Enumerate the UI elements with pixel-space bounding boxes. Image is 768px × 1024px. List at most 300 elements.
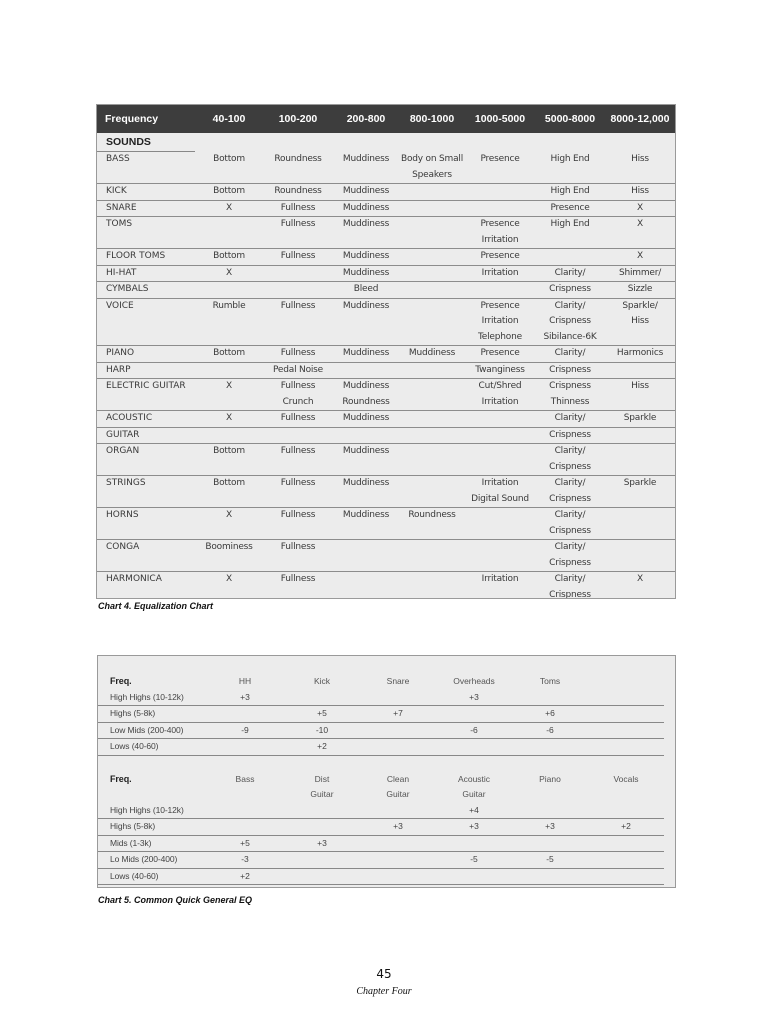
table-row [97,492,675,508]
table-cell [465,540,535,556]
table-cell: X [226,574,232,584]
table-row [97,314,675,330]
table-cell: +6 [512,706,588,723]
table-cell [465,508,535,524]
table-cell [333,556,399,572]
table-cell: Sparkle [623,478,657,488]
row-label: Highs (5-8k) [98,819,206,836]
table-row [97,572,675,588]
table-cell [333,572,399,588]
table-row [97,379,675,395]
row-label: Highs (5-8k) [98,706,206,723]
header-cell: 5000-8000 [535,105,605,133]
sound-name: BASS [106,154,130,164]
table-cell [333,588,399,600]
table-cell: Shimmer/ [605,265,675,282]
table-cell: +5 [206,835,284,852]
header-cell: 100-200 [263,105,333,133]
table-cell [465,524,535,540]
table-cell [588,852,664,869]
sound-name [97,233,195,249]
table-cell: High End [535,184,605,201]
table-cell [605,540,675,556]
table-cell: Muddiness [333,200,399,217]
table-row [97,476,675,492]
table-cell: Overheads [453,676,495,686]
table-cell: X [637,219,643,229]
table-row [97,395,675,411]
table-cell [588,674,664,690]
table-cell [605,427,675,444]
table-cell [465,444,535,460]
table-cell [465,411,535,428]
table-cell: Bottom [213,446,245,456]
table-cell [284,803,360,819]
sound-name: ORGAN [106,446,140,456]
table-cell: Bottom [213,478,245,488]
table-cell [465,184,535,201]
table-cell: Thinness [535,395,605,411]
table-cell [605,588,675,600]
table-cell [195,362,263,379]
header-row [98,674,675,690]
row-label: Lows (40-60) [98,739,206,756]
table-cell: Hiss [631,316,649,326]
table-cell: X [195,411,263,428]
table-cell: Digital Sound [465,492,535,508]
table-cell: X [226,381,232,391]
table-cell: Acoustic [457,773,491,784]
table-row [97,427,675,444]
table-cell: Clean [386,773,410,784]
table-cell [263,427,333,444]
quick-eq-table [98,674,675,885]
table-cell [195,314,263,330]
table-cell [605,395,675,411]
table-cell: Crispness [535,556,605,572]
table-cell: Muddiness [342,300,390,311]
sound-name: FLOOR TOMS [97,249,195,266]
table-cell: Body on Small [400,153,464,164]
table-row [98,852,675,869]
table-cell [605,168,675,184]
table-cell [360,739,436,756]
table-cell: Clarity/ [535,411,605,428]
table-cell: Rumble [212,300,246,311]
table-cell [263,588,333,600]
table-cell [263,133,333,152]
table-cell [588,739,664,756]
table-cell [263,556,333,572]
table-cell: Fullness [263,411,333,428]
table-edge [664,690,675,706]
table-cell [333,492,399,508]
table-cell [195,556,263,572]
table-cell [605,362,675,379]
table-row [97,233,675,249]
table-cell [333,362,399,379]
table-cell [333,314,399,330]
table-cell [436,706,512,723]
table-cell: Bleed [333,282,399,299]
table-cell [263,168,333,184]
table-cell: Irritation [481,574,519,584]
table-cell: Roundness [408,510,456,520]
header-row [97,105,675,133]
chart4-caption: Chart 4. Equalization Chart [98,601,214,611]
table-cell: Muddiness [342,478,390,488]
table-row [97,540,675,556]
table-cell: X [226,510,232,520]
table-cell: Crispness [535,492,605,508]
table-cell [588,690,664,706]
table-row [97,588,675,600]
table-cell: Crunch [263,395,333,411]
table-cell: Vocals [613,773,639,784]
table-cell: Cut/Shred [478,381,522,391]
table-cell [284,690,360,706]
table-cell [333,168,399,184]
table-cell: Roundness [263,184,333,201]
table-cell: +3 [436,819,512,836]
table-row [98,803,675,819]
table-cell [399,492,465,508]
table-cell [333,540,399,556]
table-cell [206,706,284,723]
table-cell [605,444,675,460]
table-cell [399,572,465,588]
table-cell: Roundness [274,153,322,164]
table-cell [399,298,465,314]
spacer-row [98,755,675,772]
table-cell [206,819,284,836]
table-cell [588,835,664,852]
table-cell: +7 [360,706,436,723]
table-row [97,346,675,363]
header-cell: 40-100 [195,105,263,133]
table-cell: Pedal Noise [263,362,333,379]
table-row [97,508,675,524]
table-cell: Crispness [535,282,605,299]
table-cell: Guitar [310,789,334,799]
table-cell: -6 [512,722,588,739]
table-cell: Irritation [465,265,535,282]
table-cell: Snare [386,676,410,686]
table-cell: Sparkle [605,411,675,428]
table-cell: Toms [539,676,561,686]
table-cell: Muddiness [333,249,399,266]
sounds-row [97,133,675,152]
row-label: Lows (40-60) [98,868,206,885]
table-cell [588,787,664,803]
table-edge [664,868,675,885]
row-label: High Highs (10-12k) [98,690,206,706]
table-cell [535,233,605,249]
sound-name: HI-HAT [97,265,195,282]
table-cell [605,233,675,249]
table-cell [588,803,664,819]
table-cell [333,233,399,249]
table-cell [399,330,465,346]
table-cell [535,168,605,184]
sound-name: CONGA [106,542,140,552]
table-cell: +3 [512,819,588,836]
table-cell: X [195,265,263,282]
table-cell: Speakers [399,168,465,184]
table-cell: HH [238,676,252,686]
table-cell [360,835,436,852]
sound-name [97,168,195,184]
table-cell: Crispness [549,381,591,391]
table-cell: Harmonics [605,346,675,363]
spacer-cell [98,755,675,772]
table-cell [512,868,588,885]
table-cell [195,395,263,411]
table-cell: Boominess [205,542,253,552]
table-cell [399,524,465,540]
sound-name: PIANO [97,346,195,363]
table-cell [588,722,664,739]
table-cell: Presence [465,346,535,363]
table-cell [399,282,465,299]
table-cell: +3 [360,819,436,836]
table-cell [465,427,535,444]
header-cell: 200-800 [333,105,399,133]
table-cell: Roundness [333,395,399,411]
table-cell [195,460,263,476]
table-cell: Crispness [549,316,591,326]
table-cell: Hiss [631,153,649,164]
table-cell [605,330,675,346]
table-cell: Muddiness [342,219,390,229]
table-cell: Clarity/ [554,446,586,456]
table-cell [436,739,512,756]
table-cell: Muddiness [333,346,399,363]
table-cell [399,362,465,379]
table-cell [512,803,588,819]
table-cell: Muddiness [333,265,399,282]
table-edge [664,772,675,788]
table-cell [399,411,465,428]
sound-name: SNARE [97,200,195,217]
table-cell: Hiss [631,381,649,391]
table-row [98,739,675,756]
table-cell [263,492,333,508]
table-cell: Clarity/ [554,300,586,311]
table-cell: Bass [235,773,255,784]
table-cell: Sparkle/ [622,300,658,311]
table-cell: +2 [588,819,664,836]
table-cell: Irritation [465,395,535,411]
table-cell: Fullness [280,300,316,311]
table-cell: +5 [284,706,360,723]
table-cell: Kick [313,676,331,686]
table-cell: Crispness [535,460,605,476]
table-cell [206,803,284,819]
table-cell [195,330,263,346]
table-cell: Guitar [462,789,486,799]
table-cell [263,233,333,249]
table-cell: Telephone [465,330,535,346]
table-cell [195,217,263,233]
table-cell [465,133,535,152]
sound-name [97,588,195,600]
table-cell [284,868,360,885]
header-row-sub [98,787,675,803]
table-row [97,200,675,217]
header-frequency: Frequency [97,105,195,133]
table-cell: Clarity/ [554,478,586,488]
table-row [97,217,675,233]
table-cell [263,265,333,282]
table-cell: X [637,574,643,584]
row-label: Mids (1-3k) [98,835,206,852]
table-cell: Muddiness [342,446,390,456]
table-cell: Dist [314,773,330,784]
table-cell [512,835,588,852]
table-cell [465,460,535,476]
table-cell: +4 [436,803,512,819]
quick-eq-chart [97,655,676,888]
table-cell [512,787,588,803]
table-cell: Clarity/ [535,346,605,363]
table-cell [399,184,465,201]
table-cell [605,508,675,524]
table-cell: Fullness [263,249,333,266]
table-cell [399,314,465,330]
table-cell [436,868,512,885]
table-cell [605,460,675,476]
table-cell: -5 [512,852,588,869]
table-cell [465,200,535,217]
table-cell: +3 [206,690,284,706]
equalization-table [97,105,675,599]
sound-name: GUITAR [97,427,195,444]
table-cell [399,233,465,249]
table-cell [605,556,675,572]
table-cell [195,168,263,184]
table-row [97,282,675,299]
table-cell: +3 [284,835,360,852]
table-cell [399,460,465,476]
table-cell: Presence [465,249,535,266]
table-cell [465,588,535,600]
table-cell [399,556,465,572]
table-cell [399,217,465,233]
table-cell: Muddiness [333,411,399,428]
table-cell [465,556,535,572]
table-cell: Presence [480,153,520,164]
table-row [97,152,675,168]
table-edge [664,819,675,836]
table-cell: Clarity/ [554,510,586,520]
table-cell: Crispness [535,588,605,600]
table-cell: Piano [539,773,561,784]
sound-name [97,524,195,540]
table-cell: Bottom [195,249,263,266]
table-row [97,249,675,266]
table-row [97,330,675,346]
table-cell [195,133,263,152]
table-cell: Fullness [280,574,316,584]
table-cell: Fullness [280,219,316,229]
table-cell: Fullness [280,381,316,391]
table-cell [360,803,436,819]
table-cell: Crispness [535,362,605,379]
table-cell: Clarity/ [535,265,605,282]
chapter-label: Chapter Four [356,986,412,997]
table-cell [333,133,399,152]
table-cell: High End [550,219,590,229]
table-cell [333,460,399,476]
table-cell [588,868,664,885]
table-row [97,265,675,282]
table-cell: Crispness [535,524,605,540]
table-cell [195,588,263,600]
table-cell [512,690,588,706]
table-cell [195,233,263,249]
table-cell: Presence [480,219,520,229]
row-label: High Highs (10-12k) [98,803,206,819]
table-row [98,819,675,836]
sound-name: HARMONICA [106,574,162,584]
table-cell [333,524,399,540]
table-cell [195,427,263,444]
header-cell: 8000-12,000 [605,105,675,133]
table-cell: Crispness [535,427,605,444]
sound-name: ACOUSTIC [97,411,195,428]
table-cell: Muddiness [333,184,399,201]
table-cell [263,524,333,540]
table-cell [465,282,535,299]
table-cell [399,379,465,395]
table-cell [512,739,588,756]
table-cell: -3 [206,852,284,869]
header-row [98,772,675,788]
table-cell: Muddiness [342,510,390,520]
table-cell [535,133,605,152]
table-cell: X [195,200,263,217]
table-row [97,444,675,460]
table-cell [399,249,465,266]
table-row [97,362,675,379]
row-label: Lo Mids (200-400) [98,852,206,869]
table-cell: -5 [436,852,512,869]
table-cell: Muddiness [342,153,390,164]
table-edge [664,787,675,803]
table-row [97,298,675,314]
equalization-chart [96,104,676,599]
table-cell: Irritation [465,233,535,249]
sound-name [97,314,195,330]
table-edge [664,852,675,869]
table-cell [195,492,263,508]
table-cell: -6 [436,722,512,739]
table-row [97,184,675,201]
table-row [98,690,675,706]
table-row [98,722,675,739]
sound-name [97,556,195,572]
table-cell [195,524,263,540]
table-edge [664,739,675,756]
table-cell: +2 [284,739,360,756]
table-row [97,411,675,428]
table-cell: Irritation [481,478,519,488]
table-cell: Twanginess [465,362,535,379]
header-cell: 1000-5000 [465,105,535,133]
table-cell [399,133,465,152]
table-cell [284,852,360,869]
